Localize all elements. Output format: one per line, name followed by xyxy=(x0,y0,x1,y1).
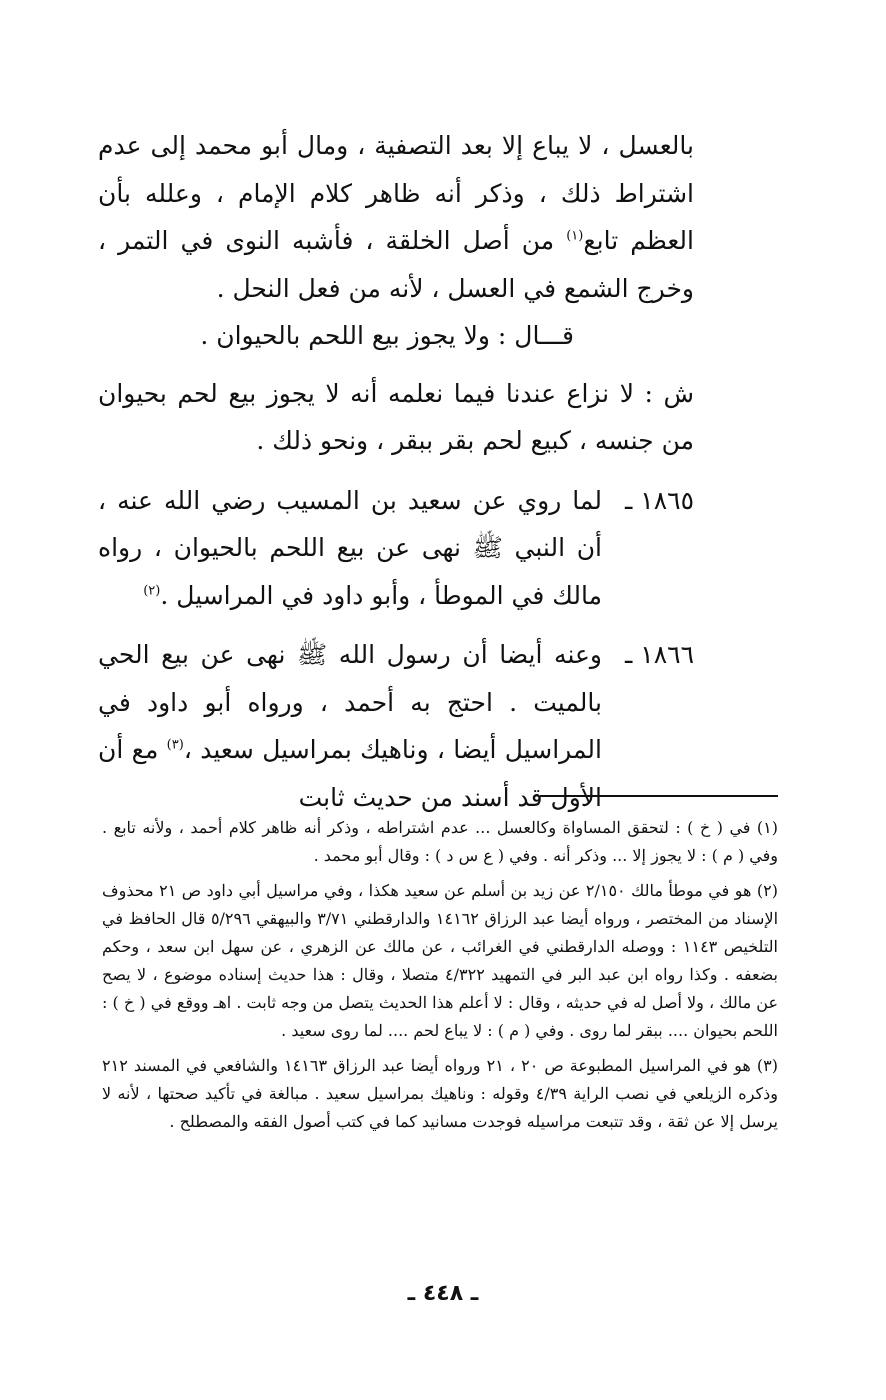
page-number: ـ ٤٤٨ ـ xyxy=(407,1281,479,1306)
footnote-ref: (٣) xyxy=(166,737,184,753)
hadith-text-body: وعنه أيضا أن رسول الله ﷺ نهى عن بيع الحي بالميت . احتج به أحمد ، ورواه أبو داود في المراسيل أيضا ، وناهيك بمراسيل سعيد ، xyxy=(98,640,602,764)
matn-statement: قـــال : ولا يجوز بيع اللحم بالحيوان . xyxy=(200,321,574,350)
hadith-text-continued: مع أن الأول قد أسند من حديث ثابت xyxy=(98,735,602,812)
hadith-text-body: لما روي عن سعيد بن المسيب رضي الله عنه ، أن النبي ﷺ نهى عن بيع اللحم بالحيوان ، رواه مالك في الموطأ ، وأبو داود في المراسيل . xyxy=(98,485,602,610)
text-line: وخرج الشمع في العسل ، لأنه من فعل النحل . xyxy=(216,273,694,303)
sharh-paragraph: ش : لا نزاع عندنا فيما نعلمه أنه لا يجوز بيع لحم بحيوان من جنسه ، كبيع لحم بقر ببقر ، ونحو ذلك . xyxy=(98,378,694,455)
text-line: اشتراط ذلك ، وذكر أنه ظاهر كلام الإمام ، وعلله xyxy=(144,178,694,208)
footnotes xyxy=(102,814,778,1143)
paragraph-sharh-honey xyxy=(98,122,694,312)
text-line: من أصل الخلقة ، فأشبه النوى في التمر ، xyxy=(98,226,567,255)
hadith-number: ١٨٦٦ ـ xyxy=(625,640,694,669)
hadith-number: ١٨٦٥ ـ xyxy=(625,485,694,515)
footnote-ref: (٢) xyxy=(143,583,161,599)
footnote-1: (١) في ( خ ) : لتحقق المساواة وكالعسل ... عدم اشتراطه ، وذكر أنه ظاهر كلام أحمد ، ولأنه تابع . وفي ( م ) : لا يجوز إلا ... وذكر أنه . وفي ( ع س د ) : وقال أبو محمد . xyxy=(102,818,778,865)
hadith-text xyxy=(98,477,602,620)
hadith-1865 xyxy=(98,477,694,620)
footnote-3: (٣) هو في المراسيل المطبوعة ص ٢٠ ، ٢١ ورواه أيضا عبد الرزاق ١٤١٦٣ والشافعي في المسند ٢١٢ وذكره الزيلعي في نصب الراية ٤/٣٩ وقوله : وناهيك بمراسيل سعيد . مبالغة في تأكيد صحتها ، لأنه لا يرسل إلا عن ثقة ، وقد تتبعت مراسيله فوجدت مسانيد كما في كتب أصول الفقه والمصطلح . xyxy=(102,1056,779,1131)
footnote-ref: (١) xyxy=(566,228,584,244)
text-line: بأن العظم تابع xyxy=(98,178,694,255)
footnote-separator xyxy=(540,795,778,797)
text-line: بالعسل ، لا يباع إلا بعد التصفية ، ومال أبو محمد إلى عدم xyxy=(98,131,694,160)
hadith-1866 xyxy=(98,631,694,821)
footnote-2: (٢) هو في موطأ مالك ٢/١٥٠ عن زيد بن أسلم عن سعيد هكذا ، وفي مراسيل أبي داود ص ٢١ محذوف الإسناد من المختصر ، ورواه أيضا عبد الرزاق ١٤١٦٢ والدارقطني ٣/٧١ والبيهقي ٥/٢٩٦ قال الحافظ في التلخيص ١١٤٣ : ووصله الدارقطني في الغرائب ، عن مالك عن الزهري ، عن سهل ابن سعد ، وحكم بضعفه . وكذا رواه ابن عبد البر في التمهيد ٤/٣٢٢ متصلا ، وقال : هذا حديث إسناده موضوع ، لا يصح عن مالك ، ولا أصل له في حديثه ، وقال : لا أعلم هذا الحديث يتصل من وجه ثابت . اهـ ووقع في ( خ ) : اللحم بحيوان .... ببقر لما روى . وفي ( م ) : لا يباع لحم .... لما روى سعيد . xyxy=(102,881,779,1040)
hadith-text xyxy=(98,631,602,821)
main-text xyxy=(98,122,694,821)
